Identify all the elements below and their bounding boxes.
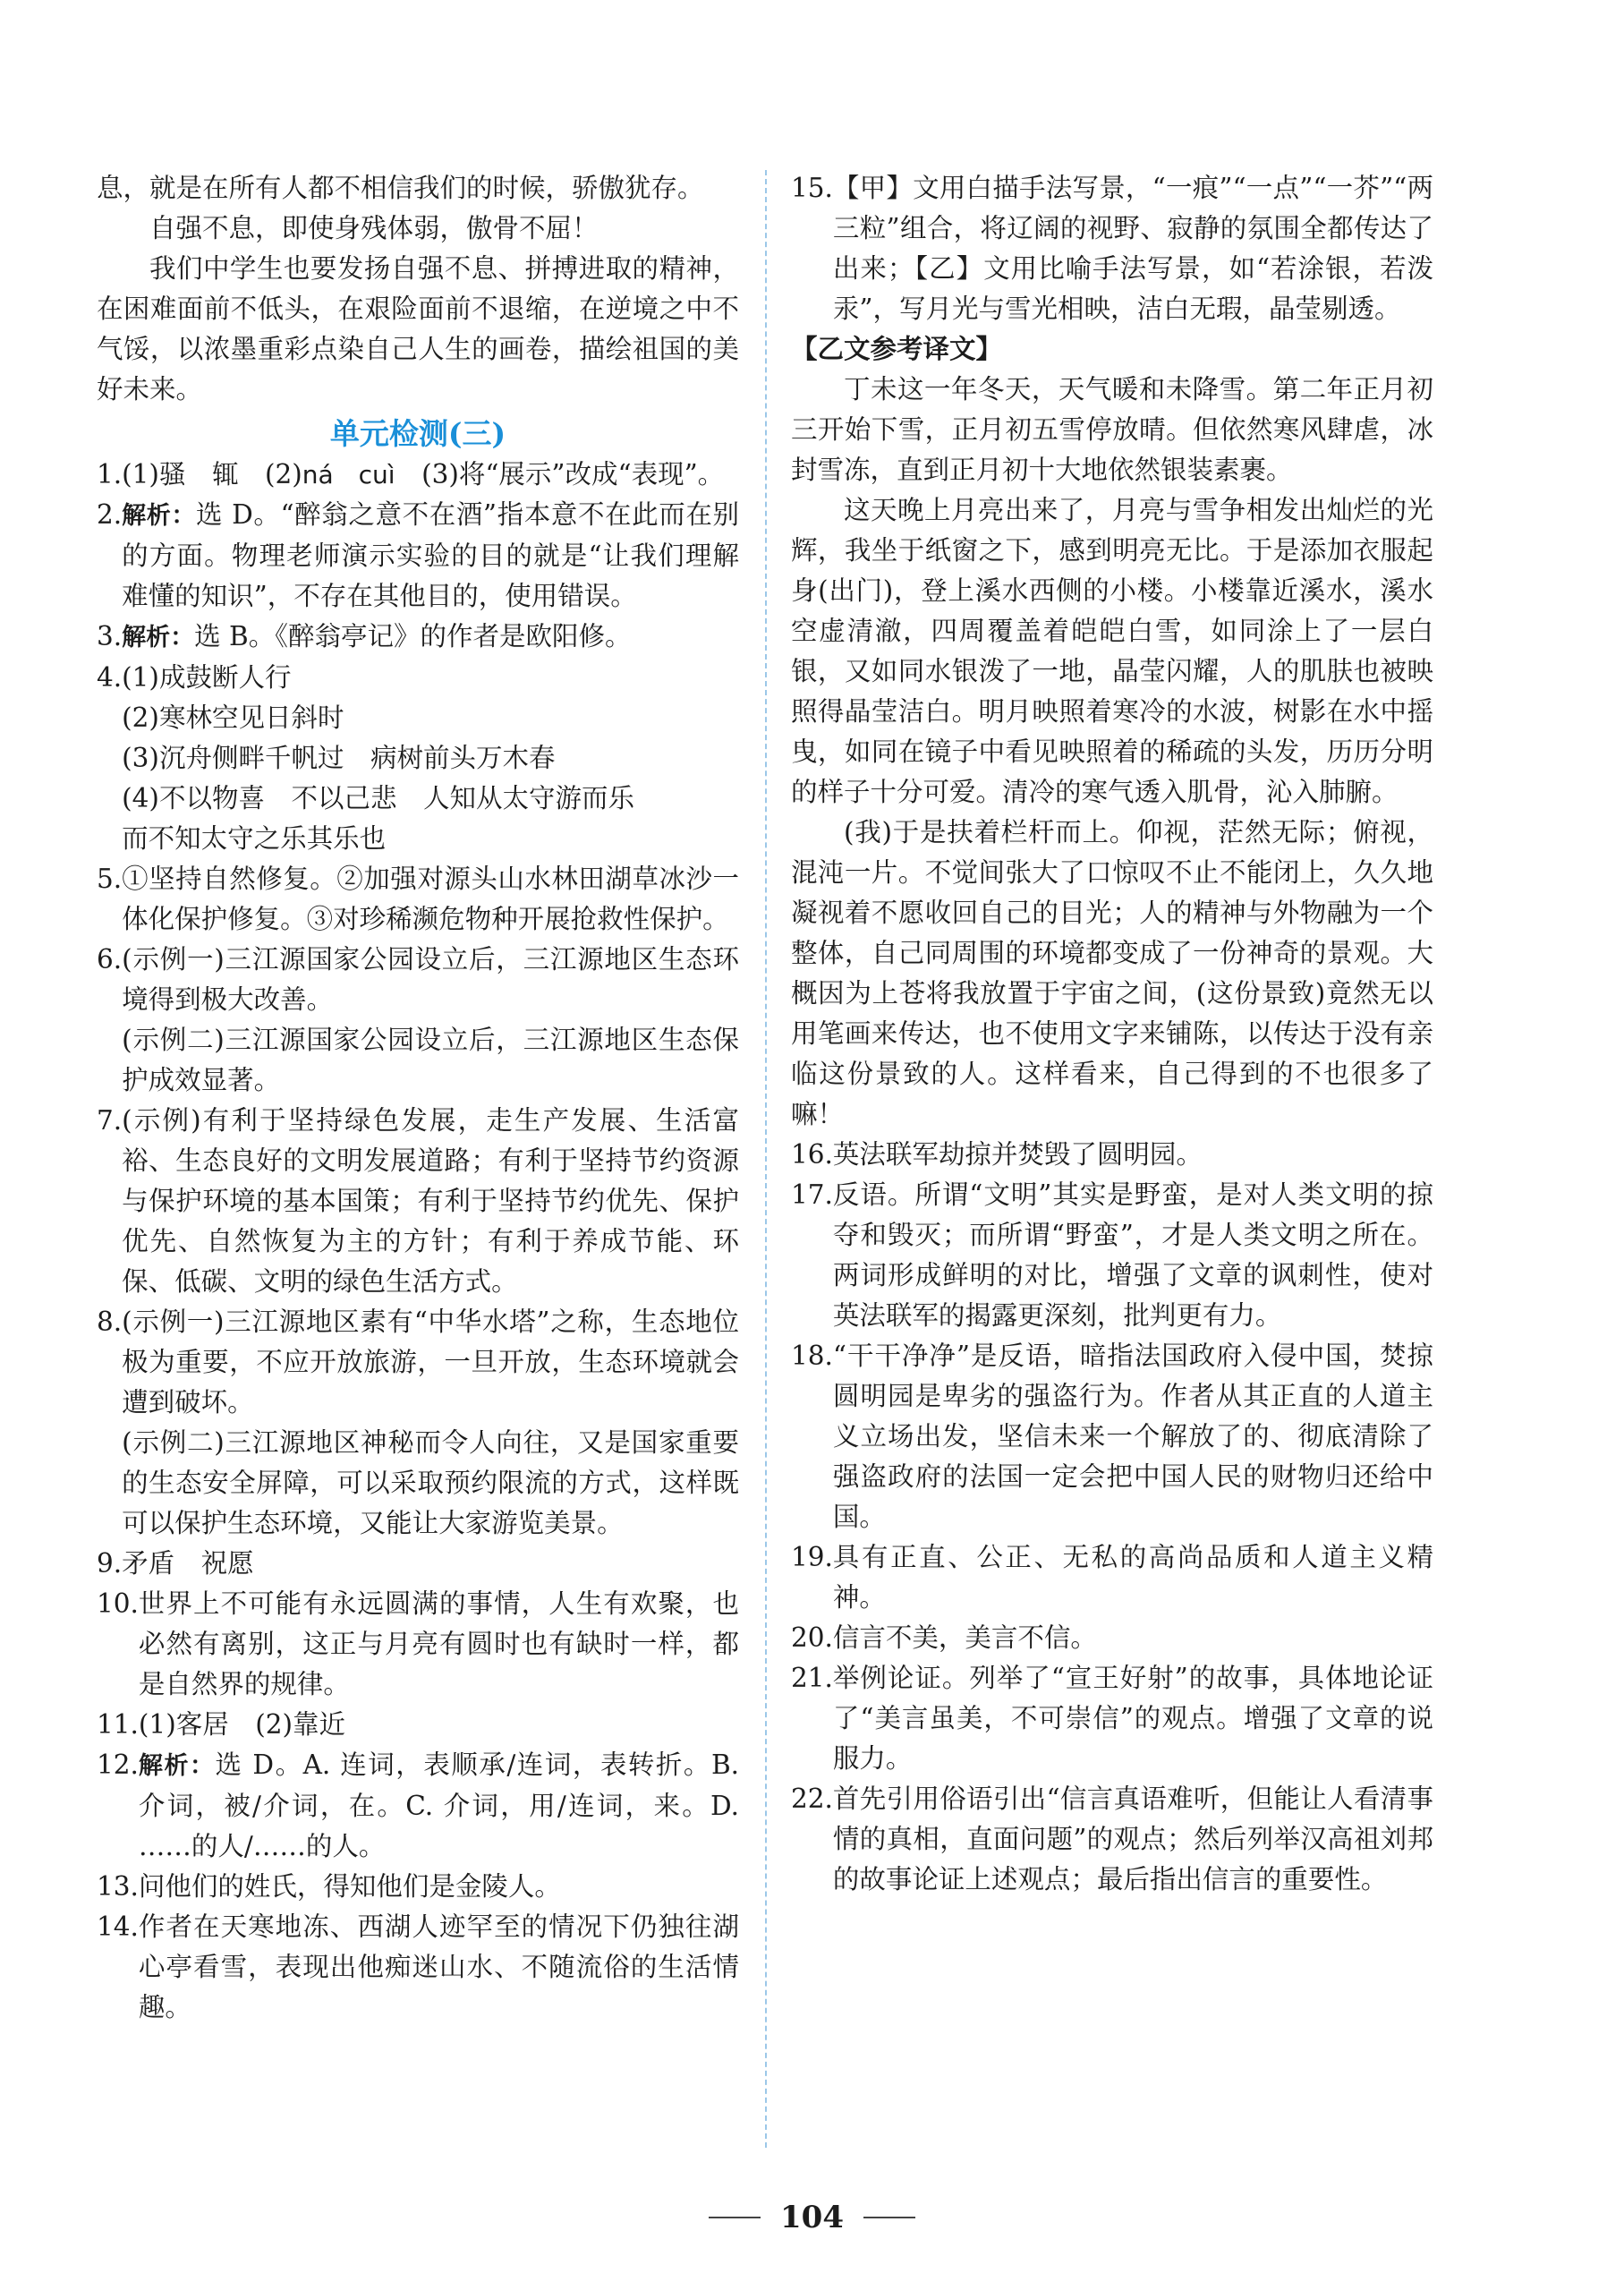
- answer-number: 7.: [97, 1105, 123, 1136]
- answer-number: 18.: [791, 1341, 833, 1371]
- intro-paragraph-1: 息，就是在所有人都不相信我们的时候，骄傲犹存。: [97, 173, 704, 203]
- footer-rule-left: [709, 2217, 761, 2218]
- answer-text: 反语。所谓“文明”其实是野蛮，是对人类文明的掠夺和毁灭；而所谓“野蛮”，才是人类文明之所在。两词形成鲜明的对比，增强了文章的讽刺性，使对英法联军的揭露更深刻，批判更有力。: [832, 1179, 1433, 1331]
- answer-number: 12.: [97, 1749, 139, 1780]
- answer-text: (示例一)三江源国家公园设立后，三江源地区生态环境得到极大改善。: [122, 944, 739, 1015]
- pinyin-text: ná cuì: [302, 460, 395, 489]
- answer-line: (4)不以物喜 不以己悲 人知从太守游而乐: [122, 783, 634, 813]
- answer-4: [97, 658, 739, 859]
- left-column: [97, 168, 739, 2028]
- answer-text: 举例论证。列举了“宣王好射”的故事，具体地论证了“美言虽美，不可崇信”的观点。增强了文章的说服力。: [832, 1663, 1433, 1774]
- answer-text: 选 B。《醉翁亭记》的作者是欧阳修。: [194, 621, 632, 651]
- section-title: 单元检测(三): [329, 416, 506, 451]
- translation-paragraph-2: 这天晚上月亮出来了，月亮与雪争相发出灿烂的光辉，我坐于纸窗之下，感到明亮无比。于是添加衣服起身(出门)，登上溪水西侧的小楼。小楼靠近溪水，溪水空虚清澈，四周覆盖着皑皑白雪，如同涂上了一层白银，又如同水银泼了一地，晶莹闪耀，人的肌肤也被映照得晶莹洁白。明月映照着寒冷的水波，树影在水中摇曳，如同在镜子中看见映照着的稀疏的头发，历历分明的样子十分可爱。清冷的寒气透入肌骨，沁入肺腑。: [791, 495, 1433, 807]
- answer-number: 15.: [791, 173, 833, 203]
- answer-number: 8.: [97, 1307, 123, 1337]
- answer-3: [97, 617, 739, 658]
- answer-10: [97, 1584, 739, 1705]
- answer-number: 13.: [97, 1871, 139, 1902]
- answer-number: 6.: [97, 944, 123, 975]
- answer-example-2: (示例二)三江源地区神秘而令人向往，又是国家重要的生态安全屏障，可以采取预约限流的方式，这样既可以保护生态环境，又能让大家游览美景。: [122, 1427, 739, 1538]
- intro-paragraph-2: 自强不息，即使身残体弱，傲骨不屈！: [149, 213, 599, 243]
- analysis-label: 解析：: [138, 1752, 216, 1780]
- answer-number: 22.: [791, 1783, 833, 1814]
- answer-21: [791, 1658, 1433, 1779]
- answer-line: (3)沉舟侧畔千帆过 病树前头万木春: [122, 743, 556, 773]
- answer-text: 具有正直、公正、无私的高尚品质和人道主义精神。: [832, 1542, 1433, 1613]
- intro-paragraph-3: 我们中学生也要发扬自强不息、拼搏进取的精神，在困难面前不低头，在艰险面前不退缩，在逆境之中不气馁，以浓墨重彩点染自己人生的画卷，描绘祖国的美好未来。: [97, 253, 739, 404]
- analysis-label: 解析：: [122, 502, 196, 530]
- answer-number: 10.: [97, 1588, 139, 1619]
- answer-5: [97, 859, 739, 940]
- answer-20: [791, 1618, 1433, 1658]
- answer-number: 17.: [791, 1179, 833, 1210]
- answer-number: 1.: [97, 459, 123, 489]
- answer-number: 9.: [97, 1548, 123, 1579]
- translation-paragraph-3: (我)于是扶着栏杆而上。仰视，茫然无际；俯视，混沌一片。不觉间张大了口惊叹不止不能闭上，久久地凝视着不愿收回自己的目光；人的精神与外物融为一个整体，自己同周围的环境都变成了一份神奇的景观。大概因为上苍将我放置于宇宙之间，(这份景致)竟然无以用笔画来传达，也不使用文字来铺陈，以传达于没有亲临这份景致的人。这样看来，自己得到的不也很多了嘛！: [791, 817, 1433, 1129]
- answer-text: (1)骚 辄 (2): [122, 459, 302, 489]
- answer-8: [97, 1302, 739, 1544]
- answer-example-2: (示例二)三江源国家公园设立后，三江源地区生态保护成效显著。: [122, 1025, 739, 1095]
- answer-text: 作者在天寒地冻、西湖人迹罕至的情况下仍独往湖心亭看雪，表现出他痴迷山水、不随流俗的生活情趣。: [138, 1911, 739, 2022]
- answer-number: 14.: [97, 1911, 139, 1942]
- answer-line: 而不知太守之乐其乐也: [122, 823, 387, 854]
- answer-number: 3.: [97, 621, 123, 651]
- answer-15: [791, 168, 1433, 329]
- answer-number: 5.: [97, 864, 123, 894]
- answer-text: “干干净净”是反语，暗指法国政府入侵中国，焚掠圆明园是卑劣的强盗行为。作者从其正直的人道主义立场出发，坚信未来一个解放了的、彻底清除了强盗政府的法国一定会把中国人民的财物归还给中国。: [832, 1341, 1433, 1532]
- answer-1: [97, 455, 739, 495]
- answer-6: [97, 940, 739, 1101]
- answer-text: 信言不美，美言不信。: [832, 1622, 1097, 1653]
- answer-text: 英法联军劫掠并焚毁了圆明园。: [832, 1139, 1203, 1170]
- answer-text: 世界上不可能有永远圆满的事情，人生有欢聚，也必然有离别，这正与月亮有圆时也有缺时一样，都是自然界的规律。: [138, 1588, 739, 1699]
- answer-text: (1)客居 (2)靠近: [138, 1709, 345, 1740]
- answer-2: [97, 495, 739, 617]
- answer-16: [791, 1135, 1433, 1175]
- answer-text: (3)将“展示”改成“表现”。: [395, 459, 725, 489]
- answer-11: [97, 1705, 739, 1745]
- right-column: [791, 168, 1433, 1900]
- answer-14: [97, 1907, 739, 2028]
- column-divider: [765, 170, 767, 2148]
- answer-text: 选 D。“醉翁之意不在酒”指本意不在此而在别的方面。物理老师演示实验的目的就是“让我们理解难懂的知识”，不存在其他目的，使用错误。: [122, 499, 740, 611]
- answer-number: 21.: [791, 1663, 833, 1693]
- footer-rule-right: [863, 2217, 915, 2218]
- answer-line: (2)寒林空见日斜时: [122, 702, 344, 733]
- answer-text: (示例)有利于坚持绿色发展，走生产发展、生活富裕、生态良好的文明发展道路；有利于坚持节约资源与保护环境的基本国策；有利于坚持节约优先、保护优先、自然恢复为主的方针；有利于养成节能、环保、低碳、文明的绿色生活方式。: [122, 1105, 739, 1297]
- answer-text: ①坚持自然修复。②加强对源头山水林田湖草冰沙一体化保护修复。③对珍稀濒危物种开展抢救性保护。: [122, 864, 739, 934]
- translation-paragraph-1: 丁未这一年冬天，天气暖和未降雪。第二年正月初三开始下雪，正月初五雪停放晴。但依然寒风肆虐，冰封雪冻，直到正月初十大地依然银装素裹。: [791, 374, 1433, 485]
- answer-7: [97, 1101, 739, 1302]
- answer-number: 4.: [97, 662, 123, 693]
- page-number: 104: [780, 2200, 844, 2235]
- answer-line: (1)成鼓断人行: [122, 662, 292, 693]
- answer-number: 16.: [791, 1139, 833, 1170]
- answer-text: 矛盾 祝愿: [122, 1548, 254, 1579]
- answer-text: 选 D。A. 连词，表顺承/连词，表转折。B. 介词，被/介词，在。C. 介词，用/连词，来。D. ……的人/……的人。: [138, 1749, 740, 1861]
- answer-number: 20.: [791, 1622, 833, 1653]
- answer-text: (示例一)三江源地区素有“中华水塔”之称，生态地位极为重要，不应开放旅游，一旦开放，生态环境就会遭到破坏。: [122, 1307, 739, 1417]
- answer-17: [791, 1175, 1433, 1336]
- answer-19: [791, 1537, 1433, 1618]
- answer-12: [97, 1745, 739, 1867]
- answer-number: 11.: [97, 1709, 139, 1740]
- answer-number: 19.: [791, 1542, 833, 1572]
- answer-22: [791, 1779, 1433, 1900]
- answer-text: 【甲】文用白描手法写景，“一痕”“一点”“一芥”“两三粒”组合，将辽阔的视野、寂静的氛围全都传达了出来；【乙】文用比喻手法写景，如“若涂银，若泼汞”，写月光与雪光相映，洁白无瑕，晶莹剔透。: [832, 173, 1433, 324]
- page-footer: [0, 2200, 1624, 2235]
- answer-18: [791, 1336, 1433, 1537]
- answer-13: [97, 1867, 739, 1907]
- answer-text: 首先引用俗语引出“信言真语难听，但能让人看清事情的真相，直面问题”的观点；然后列举汉高祖刘邦的故事论证上述观点；最后指出信言的重要性。: [832, 1783, 1433, 1894]
- analysis-label: 解析：: [122, 624, 195, 651]
- answer-9: [97, 1544, 739, 1584]
- reference-translation-title: 【乙文参考译文】: [791, 334, 1003, 364]
- answer-text: 问他们的姓氏，得知他们是金陵人。: [138, 1871, 561, 1902]
- answer-number: 2.: [97, 499, 123, 530]
